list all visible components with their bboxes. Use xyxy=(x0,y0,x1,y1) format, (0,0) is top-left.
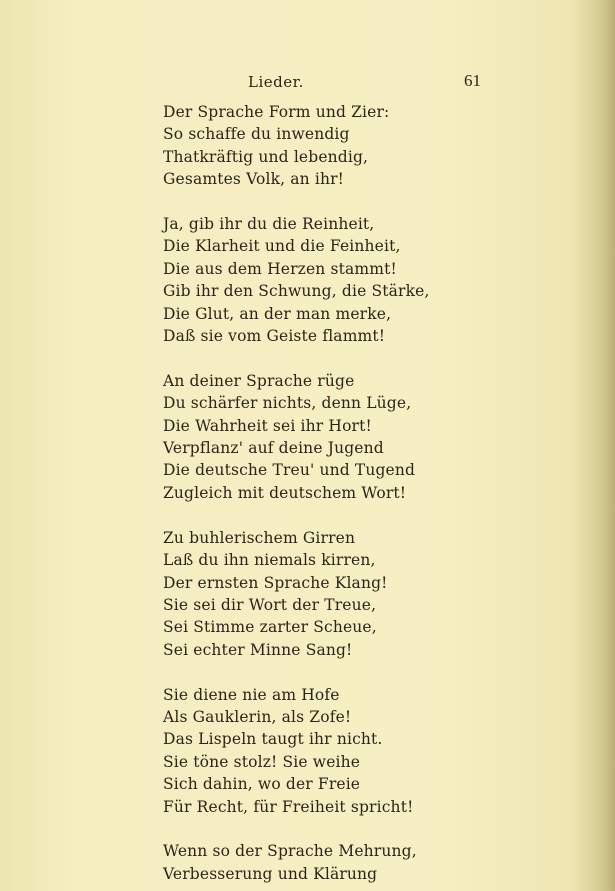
stanza-3 xyxy=(163,370,583,504)
stanza-1 xyxy=(163,101,583,191)
page-number: 61 xyxy=(464,71,481,90)
poem-line: Sei Stimme zarter Scheue, xyxy=(163,618,377,637)
poem-line: Für Recht, für Freiheit spricht! xyxy=(163,797,414,816)
running-head: Lieder. xyxy=(248,73,304,91)
poem-line: Du schärfer nichts, denn Lüge, xyxy=(163,394,412,413)
poem-line: Ja, gib ihr du die Reinheit, xyxy=(163,215,375,234)
poem-line: Sie diene nie am Hofe xyxy=(163,685,340,704)
poem-line: Als Gauklerin, als Zofe! xyxy=(163,707,352,726)
poem-line: Verbesserung und Klärung xyxy=(163,864,378,883)
poem-line: Laß du ihn niemals kirren, xyxy=(163,551,376,570)
poem-line: Die Klarheit und die Feinheit, xyxy=(163,237,401,256)
poem-line: Die deutsche Treu' und Tugend xyxy=(163,461,416,480)
poem-line: An deiner Sprache rüge xyxy=(163,371,355,390)
poem-line: Gib ihr den Schwung, die Stärke, xyxy=(163,282,430,301)
poem-line: Die Wahrheit sei ihr Hort! xyxy=(163,416,372,435)
stanza-2 xyxy=(163,213,583,347)
poem-line: Die Glut, an der man merke, xyxy=(163,304,392,323)
poem-line: So schaffe du inwendig xyxy=(163,125,350,144)
poem-line: Zu buhlerischem Girren xyxy=(163,528,356,547)
poem-line: Verpflanz' auf deine Jugend xyxy=(163,439,384,458)
poem-line: Die aus dem Herzen stammt! xyxy=(163,259,397,278)
poem-line: Thatkräftig und lebendig, xyxy=(163,147,369,166)
poem-line: Der Sprache Form und Zier: xyxy=(163,103,390,121)
poem-line: Sie töne stolz! Sie weihe xyxy=(163,752,361,771)
poem-line: Sei echter Minne Sang! xyxy=(163,640,353,659)
poem-line: Sie sei dir Wort der Treue, xyxy=(163,595,377,614)
stanza-4 xyxy=(163,527,583,661)
poem-line: Wenn so der Sprache Mehrung, xyxy=(163,842,417,861)
poem-body xyxy=(163,101,583,891)
stanza-5 xyxy=(163,684,583,818)
poem-line: Gesamtes Volk, an ihr! xyxy=(163,170,345,189)
poem-line: Daß sie vom Geiste flammt! xyxy=(163,327,386,346)
poem-line: Sich dahin, wo der Freie xyxy=(163,775,361,794)
poem-line: Der ernsten Sprache Klang! xyxy=(163,573,388,592)
poem-line: Zugleich mit deutschem Wort! xyxy=(163,483,407,502)
page-edge-shadow xyxy=(597,0,615,891)
stanza-6 xyxy=(163,840,583,885)
poem-line: Das Lispeln taugt ihr nicht. xyxy=(163,730,383,749)
